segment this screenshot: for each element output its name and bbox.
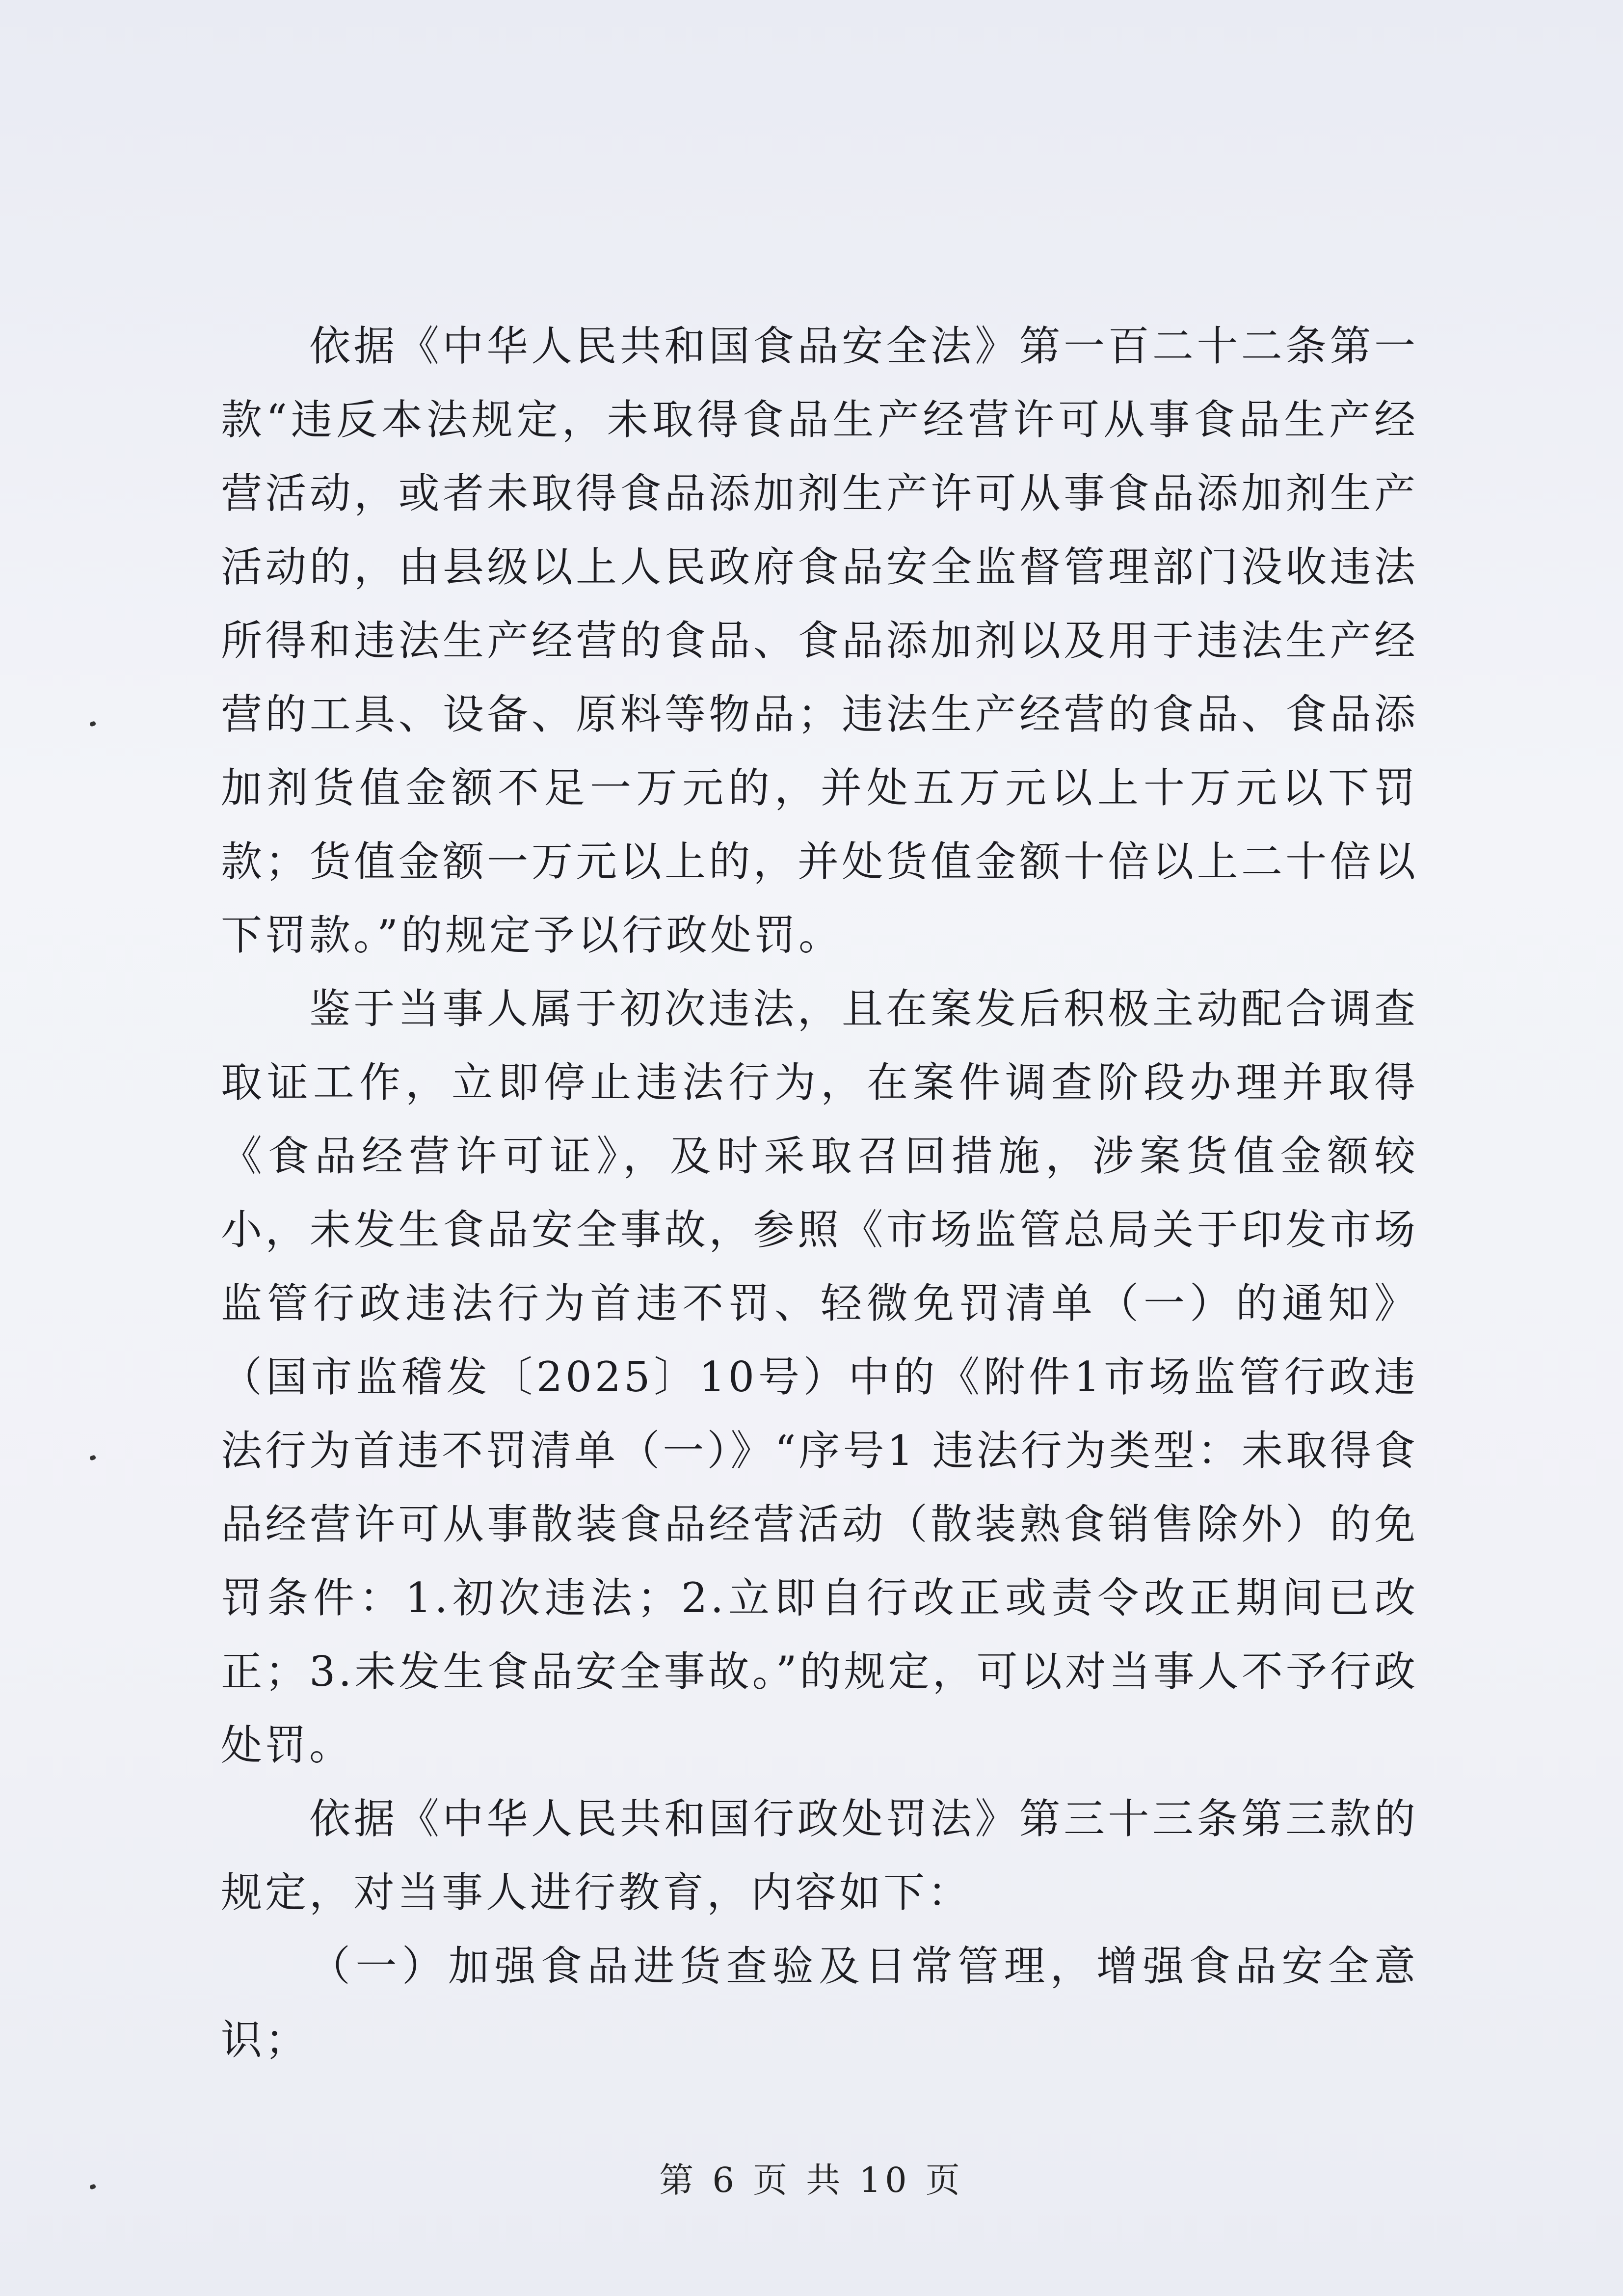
binding-hole-mark <box>89 721 96 727</box>
document-body <box>221 309 1418 2077</box>
page-number: 第 6 页 共 10 页 <box>659 2160 964 2200</box>
binding-hole-mark <box>89 1455 96 1461</box>
paragraph-education-basis: 依据《中华人民共和国行政处罚法》第三十三条第三款的规定，对当事人进行教育，内容如下： <box>221 1795 1418 1917</box>
paragraph-first-offense: 鉴于当事人属于初次违法，且在案发后积极主动配合调查取证工作，立即停止违法行为，在案件调查阶段办理并取得《食品经营许可证》，及时采取召回措施，涉案货值金额较小，未发生食品安全事故，参照《市场监管总局关于印发市场监管行政违法行为首违不罚、轻微免罚清单（一）的通知》（国市监稽发〔2025〕10号）中的《附件1市场监管行政违法行为首违不罚清单（一）》“序号1 违法行为类型：未取得食品经营许可从事散装食品经营活动（散装熟食销售除外）的免罚条件：1.初次违法；2.立即自行改正或责令改正期间已改正；3.未发生食品安全事故。”的规定，可以对当事人不予行政处罚。 <box>221 985 1418 1769</box>
paragraph-legal-basis: 依据《中华人民共和国食品安全法》第一百二十二条第一款“违反本法规定，未取得食品生产经营许可从事食品生产经营活动，或者未取得食品添加剂生产许可从事食品添加剂生产活动的，由县级以上人民政府食品安全监督管理部门没收违法所得和违法生产经营的食品、食品添加剂以及用于违法生产经营的工具、设备、原料等物品；违法生产经营的食品、食品添加剂货值金额不足一万元的，并处五万元以上十万元以下罚款；货值金额一万元以上的，并处货值金额十倍以上二十倍以下罚款。”的规定予以行政处罚。 <box>221 322 1418 959</box>
paragraph-education-item-1: （一）加强食品进货查验及日常管理，增强食品安全意识； <box>221 1942 1418 2064</box>
